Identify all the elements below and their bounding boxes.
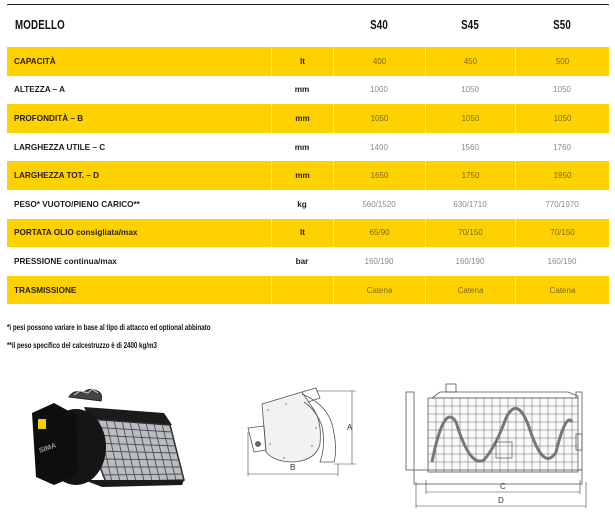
row-value-s45: 630/1710: [453, 199, 487, 209]
row-value-s45: Catena: [425, 276, 515, 305]
table-row-portata-olio: [7, 219, 609, 248]
row-value-s45: 1050: [461, 85, 479, 95]
table-row-peso: [7, 190, 609, 219]
row-value-s45: 1050: [425, 104, 515, 133]
top-rule: [7, 4, 609, 5]
row-value-s50: 1050: [515, 104, 609, 133]
brand-logo: SIMA: [38, 442, 58, 455]
row-label: LARGHEZZA TOT. – D: [14, 171, 100, 181]
row-label: PROFONDITÀ – B: [14, 113, 84, 123]
row-value-s40: 560/1520: [362, 199, 396, 209]
table-row-pressione: [7, 247, 609, 276]
dim-label-d: D: [498, 496, 504, 505]
spec-table: [7, 47, 609, 304]
row-value-s50: 1950: [515, 161, 609, 190]
row-value-s45: 1560: [461, 142, 479, 152]
footnotes: [7, 318, 290, 354]
dim-label-b: B: [290, 463, 296, 472]
row-value-s40: 1000: [370, 85, 388, 95]
table-row-capacita: [7, 47, 609, 76]
dim-label-a: A: [347, 423, 353, 432]
row-unit: [271, 276, 333, 305]
row-value-s50: 1050: [553, 85, 571, 95]
table-header: [7, 10, 609, 40]
dim-label-c: C: [500, 482, 506, 491]
row-value-s40: 65/90: [333, 219, 425, 248]
row-value-s45: 160/190: [455, 256, 485, 266]
row-value-s40: 160/190: [364, 256, 394, 266]
header-model-label: MODELLO: [15, 18, 65, 32]
product-photo-mixer-bucket: [14, 385, 189, 490]
row-label: LARGHEZZA UTILE – C: [14, 142, 106, 152]
row-unit: lt: [271, 219, 333, 248]
row-label: ALTEZZA – A: [14, 85, 66, 95]
row-label: PESO* VUOTO/PIENO CARICO**: [14, 199, 140, 209]
row-value-s40: 400: [333, 47, 425, 76]
footnote-concrete: **il peso specifico del calcestruzzo è di 2400 kg/m3: [7, 340, 157, 350]
row-value-s50: 70/150: [515, 219, 609, 248]
row-value-s50: Catena: [515, 276, 609, 305]
row-unit: bar: [295, 256, 309, 266]
table-row-larghezza-utile: [7, 133, 609, 162]
row-value-s50: 770/1970: [545, 199, 579, 209]
row-label: PORTATA OLIO consigliata/max: [14, 228, 138, 238]
row-unit: mm: [294, 85, 310, 95]
row-value-s50: 500: [515, 47, 609, 76]
side-view-drawing: [234, 382, 362, 482]
row-label: PRESSIONE continua/max: [14, 256, 117, 266]
table-row-profondita: [7, 104, 609, 133]
row-value-s45: 1750: [425, 161, 515, 190]
row-unit: mm: [271, 161, 333, 190]
row-value-s50: 1760: [553, 142, 571, 152]
row-value-s40: Catena: [333, 276, 425, 305]
row-unit: mm: [271, 104, 333, 133]
row-value-s45: 70/150: [425, 219, 515, 248]
front-view-drawing: [400, 382, 596, 512]
row-value-s50: 160/190: [547, 256, 577, 266]
table-row-trasmissione: [7, 276, 609, 305]
row-label: TRASMISSIONE: [14, 285, 77, 295]
row-unit: mm: [294, 142, 310, 152]
header-model-s45: S45: [461, 18, 479, 32]
row-value-s40: 1650: [333, 161, 425, 190]
table-row-altezza: [7, 76, 609, 105]
row-value-s45: 450: [425, 47, 515, 76]
brand-label: [38, 419, 46, 429]
footnote-weight: *i pesi possono variare in base al tipo di attacco ed optional abbinato: [7, 322, 211, 332]
row-value-s40: 1050: [333, 104, 425, 133]
row-label: CAPACITÀ: [14, 56, 56, 66]
row-value-s40: 1400: [370, 142, 388, 152]
header-model-s50: S50: [553, 18, 571, 32]
row-unit: kg: [297, 199, 307, 209]
row-unit: lt: [271, 47, 333, 76]
header-model-s40: S40: [370, 18, 388, 32]
table-row-larghezza-tot: [7, 161, 609, 190]
